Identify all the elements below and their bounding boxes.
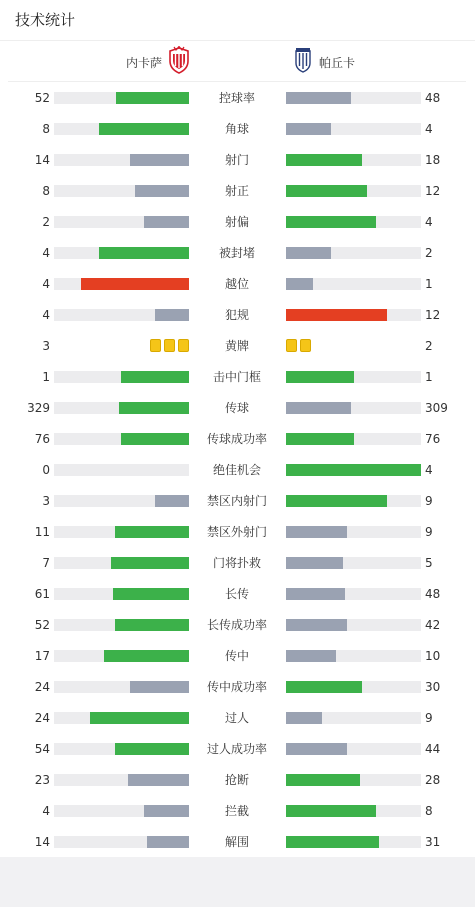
stat-label: 解围 bbox=[224, 835, 249, 849]
home-bar-fill bbox=[144, 805, 189, 817]
yellow-card-icon bbox=[164, 339, 175, 352]
away-value: 4 bbox=[425, 122, 433, 136]
stat-row-cross_accuracy bbox=[0, 671, 475, 702]
yellow-card-icon bbox=[300, 339, 311, 352]
stat-label: 击中门框 bbox=[212, 370, 261, 384]
home-value: 14 bbox=[34, 835, 50, 849]
home-bar-fill bbox=[155, 495, 189, 507]
home-bar-fill bbox=[99, 247, 189, 259]
home-bar-track bbox=[54, 619, 189, 631]
home-bar-fill bbox=[115, 619, 189, 631]
stat-label: 越位 bbox=[224, 277, 249, 291]
away-bar-fill bbox=[286, 774, 360, 786]
away-bar-fill bbox=[286, 402, 351, 414]
home-bar-fill bbox=[104, 650, 189, 662]
stat-label: 长传成功率 bbox=[206, 618, 267, 632]
away-bar-fill bbox=[286, 650, 336, 662]
stat-label: 黄牌 bbox=[224, 339, 249, 353]
away-bar-fill bbox=[286, 309, 387, 321]
home-value: 1 bbox=[42, 370, 50, 384]
away-bar-track bbox=[286, 836, 421, 848]
stat-row-possession bbox=[0, 82, 475, 113]
home-bar-fill bbox=[128, 774, 189, 786]
stat-label: 角球 bbox=[224, 122, 249, 136]
home-bar-fill bbox=[116, 92, 189, 104]
home-bar-track bbox=[54, 216, 189, 228]
stat-row-saves bbox=[0, 547, 475, 578]
away-bar-track bbox=[286, 712, 421, 724]
section-title: 技术统计 bbox=[15, 11, 76, 29]
away-bar-fill bbox=[286, 712, 322, 724]
yellow-card-icon bbox=[286, 339, 297, 352]
away-value: 48 bbox=[425, 91, 441, 105]
home-bar-fill bbox=[119, 402, 189, 414]
home-bar-fill bbox=[121, 433, 189, 445]
yellow-card-icon bbox=[178, 339, 189, 352]
home-bar-track bbox=[54, 309, 189, 321]
away-value: 48 bbox=[425, 587, 441, 601]
home-value: 8 bbox=[42, 122, 50, 136]
stat-row-crosses bbox=[0, 640, 475, 671]
away-bar-fill bbox=[286, 123, 331, 135]
stat-label: 拦截 bbox=[224, 804, 249, 818]
stat-label: 犯规 bbox=[224, 308, 249, 322]
away-bar-track bbox=[286, 743, 421, 755]
home-bar-track bbox=[54, 650, 189, 662]
home-bar-track bbox=[54, 805, 189, 817]
away-value: 1 bbox=[425, 370, 433, 384]
away-bar-track bbox=[286, 278, 421, 290]
home-value: 52 bbox=[34, 91, 50, 105]
home-value: 24 bbox=[34, 680, 50, 694]
away-bar-track bbox=[286, 123, 421, 135]
home-value: 76 bbox=[34, 432, 50, 446]
away-bar-fill bbox=[286, 681, 362, 693]
away-yellow-cards bbox=[286, 339, 311, 352]
away-value: 44 bbox=[425, 742, 441, 756]
home-value: 24 bbox=[34, 711, 50, 725]
home-bar-track bbox=[54, 154, 189, 166]
stat-row-dribbles bbox=[0, 702, 475, 733]
away-bar-fill bbox=[286, 278, 313, 290]
home-bar-fill bbox=[144, 216, 189, 228]
away-value: 10 bbox=[425, 649, 441, 663]
stat-row-yellow_cards bbox=[0, 330, 475, 361]
home-value: 52 bbox=[34, 618, 50, 632]
away-bar-track bbox=[286, 433, 421, 445]
stat-row-fouls bbox=[0, 299, 475, 330]
away-value: 1 bbox=[425, 277, 433, 291]
stat-label: 门将扑救 bbox=[212, 556, 261, 570]
stat-label: 过人成功率 bbox=[206, 742, 267, 756]
home-bar-track bbox=[54, 433, 189, 445]
home-bar-fill bbox=[99, 123, 189, 135]
away-value: 18 bbox=[425, 153, 441, 167]
away-bar-fill bbox=[286, 805, 376, 817]
away-team-name: 帕丘卡 bbox=[319, 55, 356, 70]
home-bar-fill bbox=[130, 154, 189, 166]
away-bar-track bbox=[286, 557, 421, 569]
home-bar-fill bbox=[113, 588, 189, 600]
away-bar-fill bbox=[286, 588, 345, 600]
home-value: 17 bbox=[34, 649, 50, 663]
away-value: 42 bbox=[425, 618, 441, 632]
stat-label: 长传 bbox=[224, 587, 249, 601]
home-bar-track bbox=[54, 588, 189, 600]
away-bar-track bbox=[286, 402, 421, 414]
home-value: 3 bbox=[42, 339, 50, 353]
home-bar-track bbox=[54, 247, 189, 259]
stat-row-clearances bbox=[0, 826, 475, 857]
home-value: 11 bbox=[34, 525, 50, 539]
home-bar-fill bbox=[155, 309, 189, 321]
home-value: 4 bbox=[42, 308, 50, 322]
stat-label: 射正 bbox=[224, 184, 249, 198]
home-bar-track bbox=[54, 92, 189, 104]
away-bar-track bbox=[286, 464, 421, 476]
home-value: 14 bbox=[34, 153, 50, 167]
home-bar-track bbox=[54, 402, 189, 414]
away-bar-fill bbox=[286, 526, 347, 538]
home-value: 8 bbox=[42, 184, 50, 198]
away-bar-track bbox=[286, 588, 421, 600]
away-value: 30 bbox=[425, 680, 441, 694]
stat-row-interceptions bbox=[0, 795, 475, 826]
home-value: 54 bbox=[34, 742, 50, 756]
stat-row-shots_off_target bbox=[0, 206, 475, 237]
home-value: 61 bbox=[34, 587, 50, 601]
stat-row-dribble_success bbox=[0, 733, 475, 764]
away-value: 28 bbox=[425, 773, 441, 787]
away-value: 309 bbox=[425, 401, 448, 415]
away-bar-track bbox=[286, 650, 421, 662]
away-value: 5 bbox=[425, 556, 433, 570]
away-value: 8 bbox=[425, 804, 433, 818]
away-value: 4 bbox=[425, 215, 433, 229]
stat-row-tackles bbox=[0, 764, 475, 795]
away-bar-track bbox=[286, 154, 421, 166]
away-bar-track bbox=[286, 805, 421, 817]
away-value: 9 bbox=[425, 525, 433, 539]
stat-row-shots_on_target bbox=[0, 175, 475, 206]
home-value: 7 bbox=[42, 556, 50, 570]
stat-row-blocked bbox=[0, 237, 475, 268]
away-bar-track bbox=[286, 681, 421, 693]
stat-label: 被封堵 bbox=[218, 246, 255, 260]
stat-label: 传中成功率 bbox=[206, 680, 267, 694]
home-bar-track bbox=[54, 774, 189, 786]
away-bar-fill bbox=[286, 216, 376, 228]
stat-label: 传中 bbox=[224, 649, 249, 663]
away-value: 12 bbox=[425, 184, 441, 198]
home-value: 23 bbox=[34, 773, 50, 787]
away-bar-fill bbox=[286, 619, 347, 631]
home-bar-track bbox=[54, 278, 189, 290]
home-bar-fill bbox=[130, 681, 189, 693]
home-bar-fill bbox=[81, 278, 189, 290]
home-bar-fill bbox=[111, 557, 189, 569]
away-value: 4 bbox=[425, 463, 433, 477]
stat-row-shots_inside_box bbox=[0, 485, 475, 516]
stat-label: 传球 bbox=[224, 401, 249, 415]
home-bar-fill bbox=[115, 526, 189, 538]
home-bar-fill bbox=[135, 185, 189, 197]
home-bar-track bbox=[54, 526, 189, 538]
stat-row-corners bbox=[0, 113, 475, 144]
away-bar-track bbox=[286, 774, 421, 786]
away-bar-fill bbox=[286, 185, 367, 197]
stat-label: 过人 bbox=[224, 711, 249, 725]
away-value: 12 bbox=[425, 308, 441, 322]
away-bar-fill bbox=[286, 433, 354, 445]
stat-row-shots_outside_box bbox=[0, 516, 475, 547]
home-bar-track bbox=[54, 464, 189, 476]
away-value: 9 bbox=[425, 494, 433, 508]
home-bar-fill bbox=[121, 371, 189, 383]
home-bar-fill bbox=[115, 743, 189, 755]
away-bar-track bbox=[286, 216, 421, 228]
away-bar-track bbox=[286, 371, 421, 383]
away-bar-fill bbox=[286, 92, 351, 104]
home-bar-track bbox=[54, 743, 189, 755]
stat-row-long_ball_accuracy bbox=[0, 609, 475, 640]
away-value: 31 bbox=[425, 835, 441, 849]
away-bar-fill bbox=[286, 371, 354, 383]
stat-row-pass_accuracy bbox=[0, 423, 475, 454]
stat-label: 禁区外射门 bbox=[206, 525, 267, 539]
stat-row-big_chances bbox=[0, 454, 475, 485]
home-bar-track bbox=[54, 495, 189, 507]
home-value: 2 bbox=[42, 215, 50, 229]
home-bar-track bbox=[54, 836, 189, 848]
away-bar-fill bbox=[286, 464, 421, 476]
stat-label: 控球率 bbox=[218, 91, 255, 105]
away-bar-track bbox=[286, 495, 421, 507]
stat-row-shots bbox=[0, 144, 475, 175]
stat-row-woodwork bbox=[0, 361, 475, 392]
away-value: 2 bbox=[425, 339, 433, 353]
away-value: 9 bbox=[425, 711, 433, 725]
yellow-card-icon bbox=[150, 339, 161, 352]
home-value: 0 bbox=[42, 463, 50, 477]
home-bar-track bbox=[54, 123, 189, 135]
home-yellow-cards bbox=[150, 339, 189, 352]
stat-label: 抢断 bbox=[224, 773, 249, 787]
away-bar-fill bbox=[286, 247, 331, 259]
away-bar-track bbox=[286, 92, 421, 104]
stat-label: 绝佳机会 bbox=[212, 463, 261, 477]
stat-label: 射偏 bbox=[224, 215, 249, 229]
home-bar-track bbox=[54, 371, 189, 383]
away-bar-track bbox=[286, 247, 421, 259]
home-value: 3 bbox=[42, 494, 50, 508]
stat-label: 射门 bbox=[224, 153, 249, 167]
away-value: 2 bbox=[425, 246, 433, 260]
stat-row-long_balls bbox=[0, 578, 475, 609]
stat-row-passes bbox=[0, 392, 475, 423]
home-bar-fill bbox=[90, 712, 189, 724]
away-bar-fill bbox=[286, 836, 379, 848]
home-bar-track bbox=[54, 681, 189, 693]
stat-row-offsides bbox=[0, 268, 475, 299]
home-bar-fill bbox=[147, 836, 189, 848]
home-value: 4 bbox=[42, 804, 50, 818]
home-bar-track bbox=[54, 557, 189, 569]
away-bar-fill bbox=[286, 743, 347, 755]
home-value: 329 bbox=[27, 401, 50, 415]
home-bar-track bbox=[54, 712, 189, 724]
home-value: 4 bbox=[42, 246, 50, 260]
away-value: 76 bbox=[425, 432, 441, 446]
stat-label: 禁区内射门 bbox=[206, 494, 267, 508]
stat-label: 传球成功率 bbox=[206, 432, 267, 446]
away-bar-track bbox=[286, 309, 421, 321]
away-bar-track bbox=[286, 185, 421, 197]
away-bar-track bbox=[286, 526, 421, 538]
away-bar-fill bbox=[286, 557, 343, 569]
home-value: 4 bbox=[42, 277, 50, 291]
home-team-name: 内卡萨 bbox=[126, 55, 163, 70]
away-bar-track bbox=[286, 619, 421, 631]
away-bar-fill bbox=[286, 154, 362, 166]
away-bar-fill bbox=[286, 495, 387, 507]
home-bar-track bbox=[54, 185, 189, 197]
